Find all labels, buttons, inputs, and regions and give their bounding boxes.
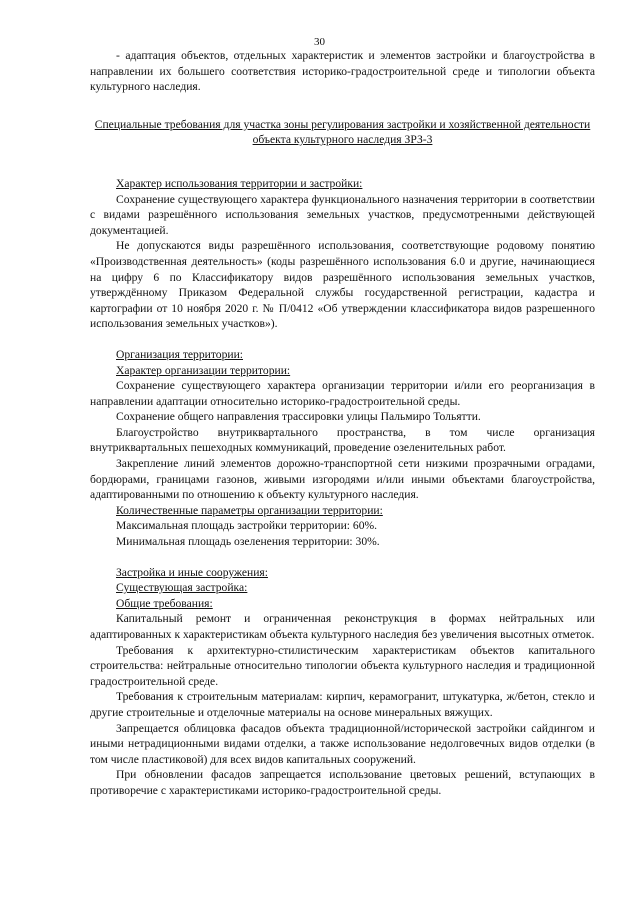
buildings-paragraph-1: Капитальный ремонт и ограниченная реконструкция в формах нейтральных или адаптированных к характеристикам объекта культурного наследия без увеличения высотных отметок. <box>90 612 595 641</box>
organization-paragraph-4: Закрепление линий элементов дорожно-транспортной сети низкими прозрачными оградами, бордюрами, границами газонов, живыми изгородями и/или иными объектами благоустройства, адаптированными по отношению к объекту культурного наследия. <box>90 457 595 502</box>
page-content <box>90 48 595 799</box>
organization-subheading: Характер организации территории: <box>116 363 291 377</box>
organization-paragraph-3: Благоустройство внутриквартального пространства, в том числе организация внутриквартальных пешеходных коммуникаций, проведение озеленительных работ. <box>90 425 595 455</box>
parameters-heading: Количественные параметры организации территории: <box>116 503 383 517</box>
buildings-paragraph-3: Требования к строительным материалам: кирпич, керамогранит, штукатурка, ж/бетон, стекло и другие строительные и отделочные материалы на основе минеральных вяжущих. <box>90 690 595 719</box>
organization-paragraph-2: Сохранение общего направления трассировки улицы Пальмиро Тольятти. <box>116 410 481 424</box>
parameter-building-area: Максимальная площадь застройки территории: 60%. <box>116 519 378 533</box>
buildings-paragraph-5: При обновлении фасадов запрещается использование цветовых решений, вступающих в противоречие с характеристиками историко-градостроительной среды. <box>90 768 595 797</box>
organization-heading: Организация территории: <box>116 347 243 361</box>
territory-use-paragraph-1: Сохранение существующего характера функционального назначения территории в соответствии с видами разрешённого использования земельных участков, предусмотренными действующей документацией. <box>90 192 595 237</box>
organization-paragraph-1: Сохранение существующего характера организации территории и/или его реорганизация в направлении адаптации относительно историко-градостроительной среды. <box>90 379 595 408</box>
parameter-greening-area: Минимальная площадь озеленения территории: 30%. <box>116 535 380 549</box>
general-requirements-subheading: Общие требования: <box>116 596 213 610</box>
territory-use-heading: Характер использования территории и застройки: <box>116 176 363 190</box>
buildings-heading: Застройка и иные сооружения: <box>116 565 268 579</box>
territory-use-paragraph-2: Не допускаются виды разрешённого использования, соответствующие родовому понятию «Производственная деятельность» (коды разрешённого использования 6.0 и другие, начинающиеся на цифру 6 по Классификатору видов разрешённого использования земельных участков, утверждённому Приказом Федеральной службы государственной регистрации, кадастра и картографии от 10 ноября 2020 г. № П/0412 «Об утверждении классификатора видов разрешенного использования земельных участков»). <box>90 239 595 331</box>
special-requirements-title: Специальные требования для участка зоны регулирования застройки и хозяйственной деятельности объекта культурного наследия ЗРЗ-3 <box>94 117 591 147</box>
intro-paragraph: - адаптация объектов, отдельных характеристик и элементов застройки и благоустройства в направлении их большего соответствия историко-градостроительной среде и типологии объекта культурного наследия. <box>90 49 595 94</box>
page-number: 30 <box>314 36 325 48</box>
buildings-paragraph-2: Требования к архитектурно-стилистическим характеристикам объектов капитального строительства: нейтральные относительно типологии объекта культурного наследия и традиционной градостроительной среде. <box>90 643 595 688</box>
buildings-paragraph-4: Запрещается облицовка фасадов объекта традиционной/исторической застройки сайдингом и иными нетрадиционными видами отделки, а также использование недолговечных видов отделки (в том числе пластиковой) для всех видов капитальных сооружений. <box>90 721 595 766</box>
existing-buildings-subheading: Существующая застройка: <box>116 581 248 595</box>
